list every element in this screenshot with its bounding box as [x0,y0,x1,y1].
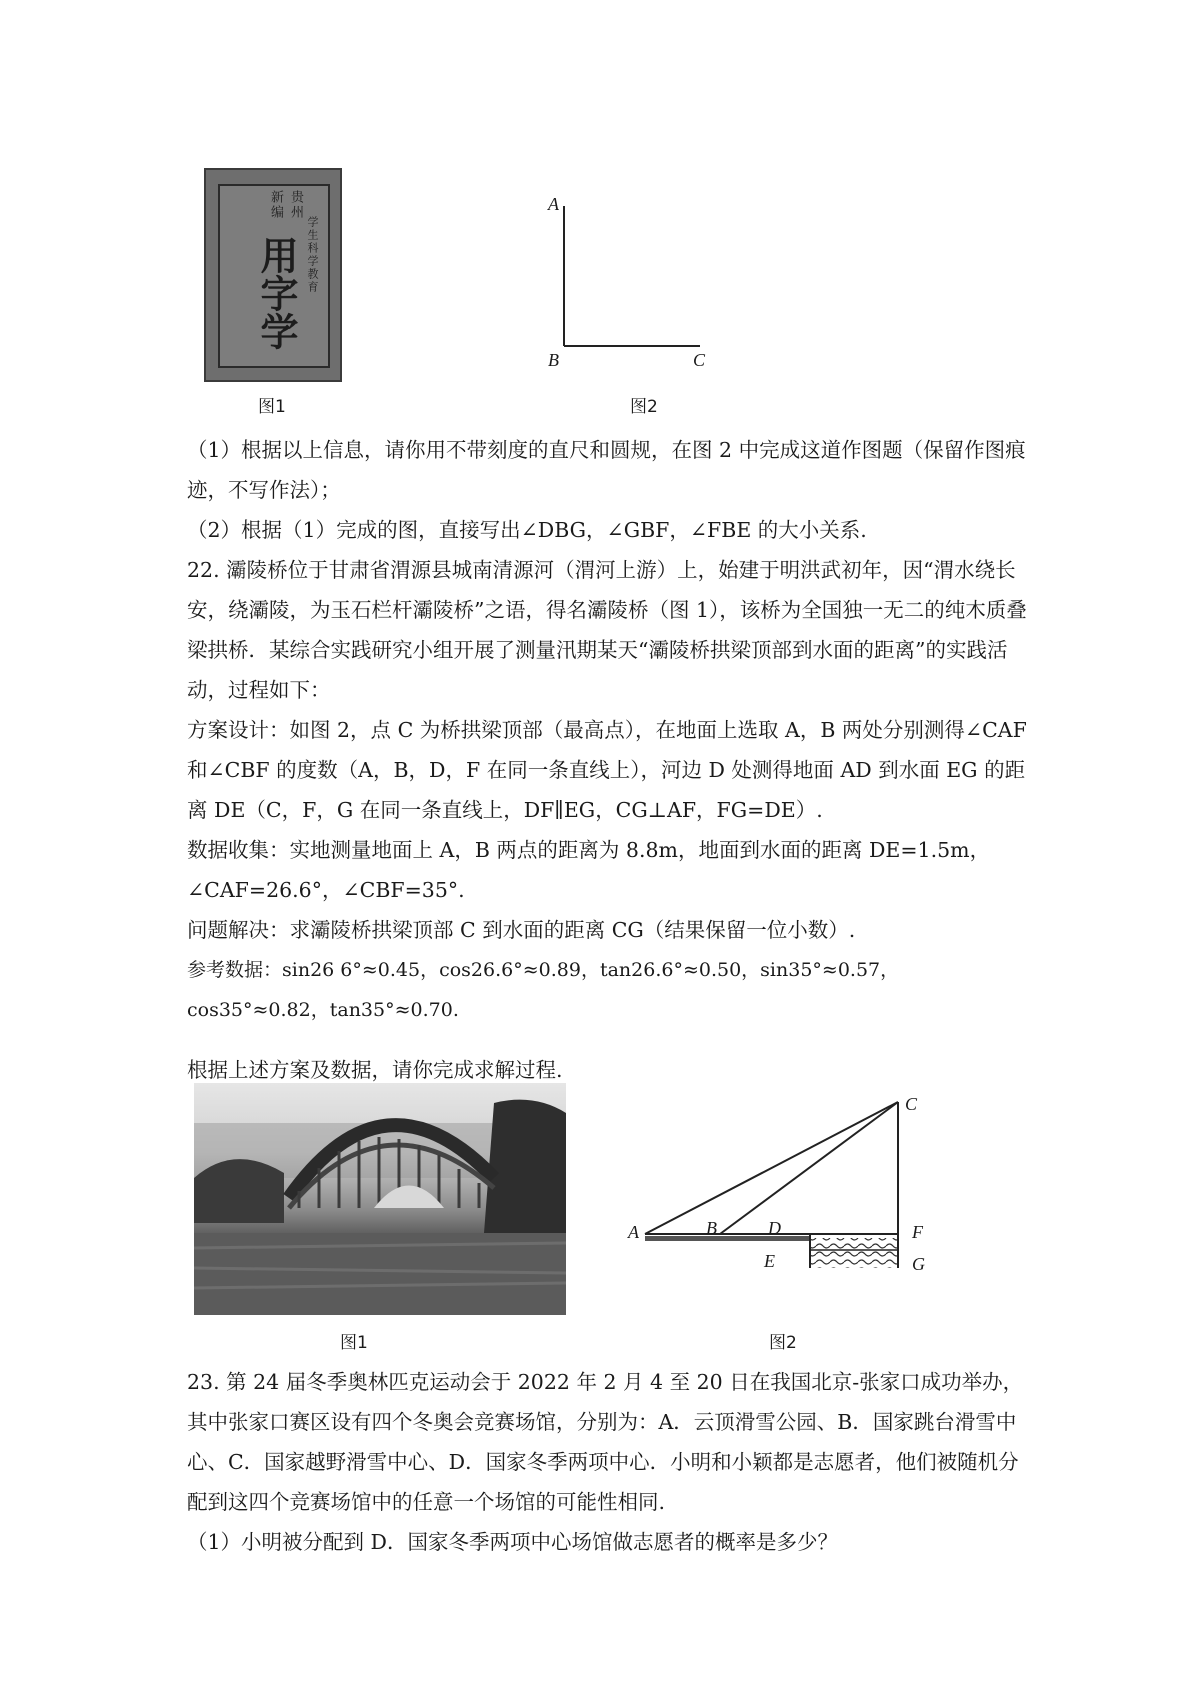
q22-instruction: 根据上述方案及数据，请你完成求解过程. [187,1058,563,1082]
q22-fig2-label-a: A [628,1222,639,1242]
q22-problem: 问题解决：求灞陵桥拱梁顶部 C 到水面的距离 CG（结果保留一位小数）. [187,918,856,942]
line-bc [720,1102,898,1234]
book-text-middle: 学生科学教育 [306,216,319,294]
q22-fig2-label-g: G [912,1254,925,1274]
top-fig2-label-b: B [548,350,559,370]
water-surface-hatch [810,1238,898,1268]
book-text-top-right: 贵州 [288,190,303,220]
book-cover-photo [204,168,342,382]
q21-block [187,430,1027,550]
q22-fig2-label-f: F [912,1222,923,1242]
q22-reference: 参考数据：sin26 6°≈0.45，cos26.6°≈0.89，tan26.6°≈0.50，sin35°≈0.57，cos35°≈0.82，tan35°≈0.70. [187,959,900,1021]
q22-fig2-label-e: E [764,1251,775,1271]
q22-fig2-label-d: D [768,1218,781,1238]
q22-data-line1: 数据收集：实地测量地面上 A，B 两点的距离为 8.8m，地面到水面的距离 DE=1.5m， [187,838,991,862]
q23-part1: （1）小明被分配到 D．国家冬季两项中心场馆做志愿者的概率是多少？ [187,1530,838,1554]
top-fig1-caption: 图1 [258,397,286,417]
q22-fig2-caption: 图2 [769,1333,797,1353]
ground-strip [645,1236,810,1241]
top-fig2-caption: 图2 [630,397,658,417]
book-text-top-left: 新编 [268,190,283,220]
bridge-photo [194,1083,566,1315]
q21-part1: （1）根据以上信息，请你用不带刻度的直尺和圆规，在图 2 中完成这道作图题（保留作图痕迹，不写作法）； [187,438,1026,502]
line-ac [645,1102,898,1234]
q23-intro: 23. 第 24 届冬季奥林匹克运动会于 2022 年 2 月 4 至 20 日在我国北京-张家口成功举办，其中张家口赛区设有四个冬奥会竞赛场馆，分别为：A．云顶滑雪公园、B．国家跳台滑雪中心、C．国家越野滑雪中心、D．国家冬季两项中心．小明和小颖都是志愿者，他们被随机分配到这四个竞赛场馆中的任意一个场馆的可能性相同. [187,1370,1024,1514]
q22-intro: 22. 灞陵桥位于甘肃省渭源县城南清源河（渭河上游）上，始建于明洪武初年，因“渭水绕长安，绕灞陵，为玉石栏杆灞陵桥”之语，得名灞陵桥（图 1），该桥为全国独一无二的纯木质叠梁拱桥．某综合实践研究小组开展了测量汛期某天“灞陵桥拱梁顶部到水面的距离”的实践活动，过程如下： [187,558,1027,702]
q22-block [187,550,1027,1090]
q22-fig2-label-c: C [905,1094,918,1114]
top-fig2-label-c: C [693,350,706,370]
q22-design: 方案设计：如图 2，点 C 为桥拱梁顶部（最高点），在地面上选取 A，B 两处分别测得∠CAF 和∠CBF 的度数（A，B，D，F 在同一条直线上），河边 D 处测得地面 AD 到水面 EG 的距离 DE（C，F，G 在同一条直线上，DF∥EG，CG⊥AF，FG=DE）. [187,718,1027,822]
book-cover-frame [218,184,330,368]
q22-fig2-label-b: B [706,1218,717,1238]
q22-fig1-caption: 图1 [340,1333,368,1353]
q21-part2: （2）根据（1）完成的图，直接写出∠DBG，∠GBF，∠FBE 的大小关系. [187,518,867,542]
bridge-photo-drawing [194,1083,566,1315]
q22-data-line2: ∠CAF=26.6°，∠CBF=35°. [187,878,465,902]
book-title-big: 用字学 [254,236,299,350]
q23-block [187,1362,1027,1562]
top-fig2-label-a: A [548,194,559,214]
